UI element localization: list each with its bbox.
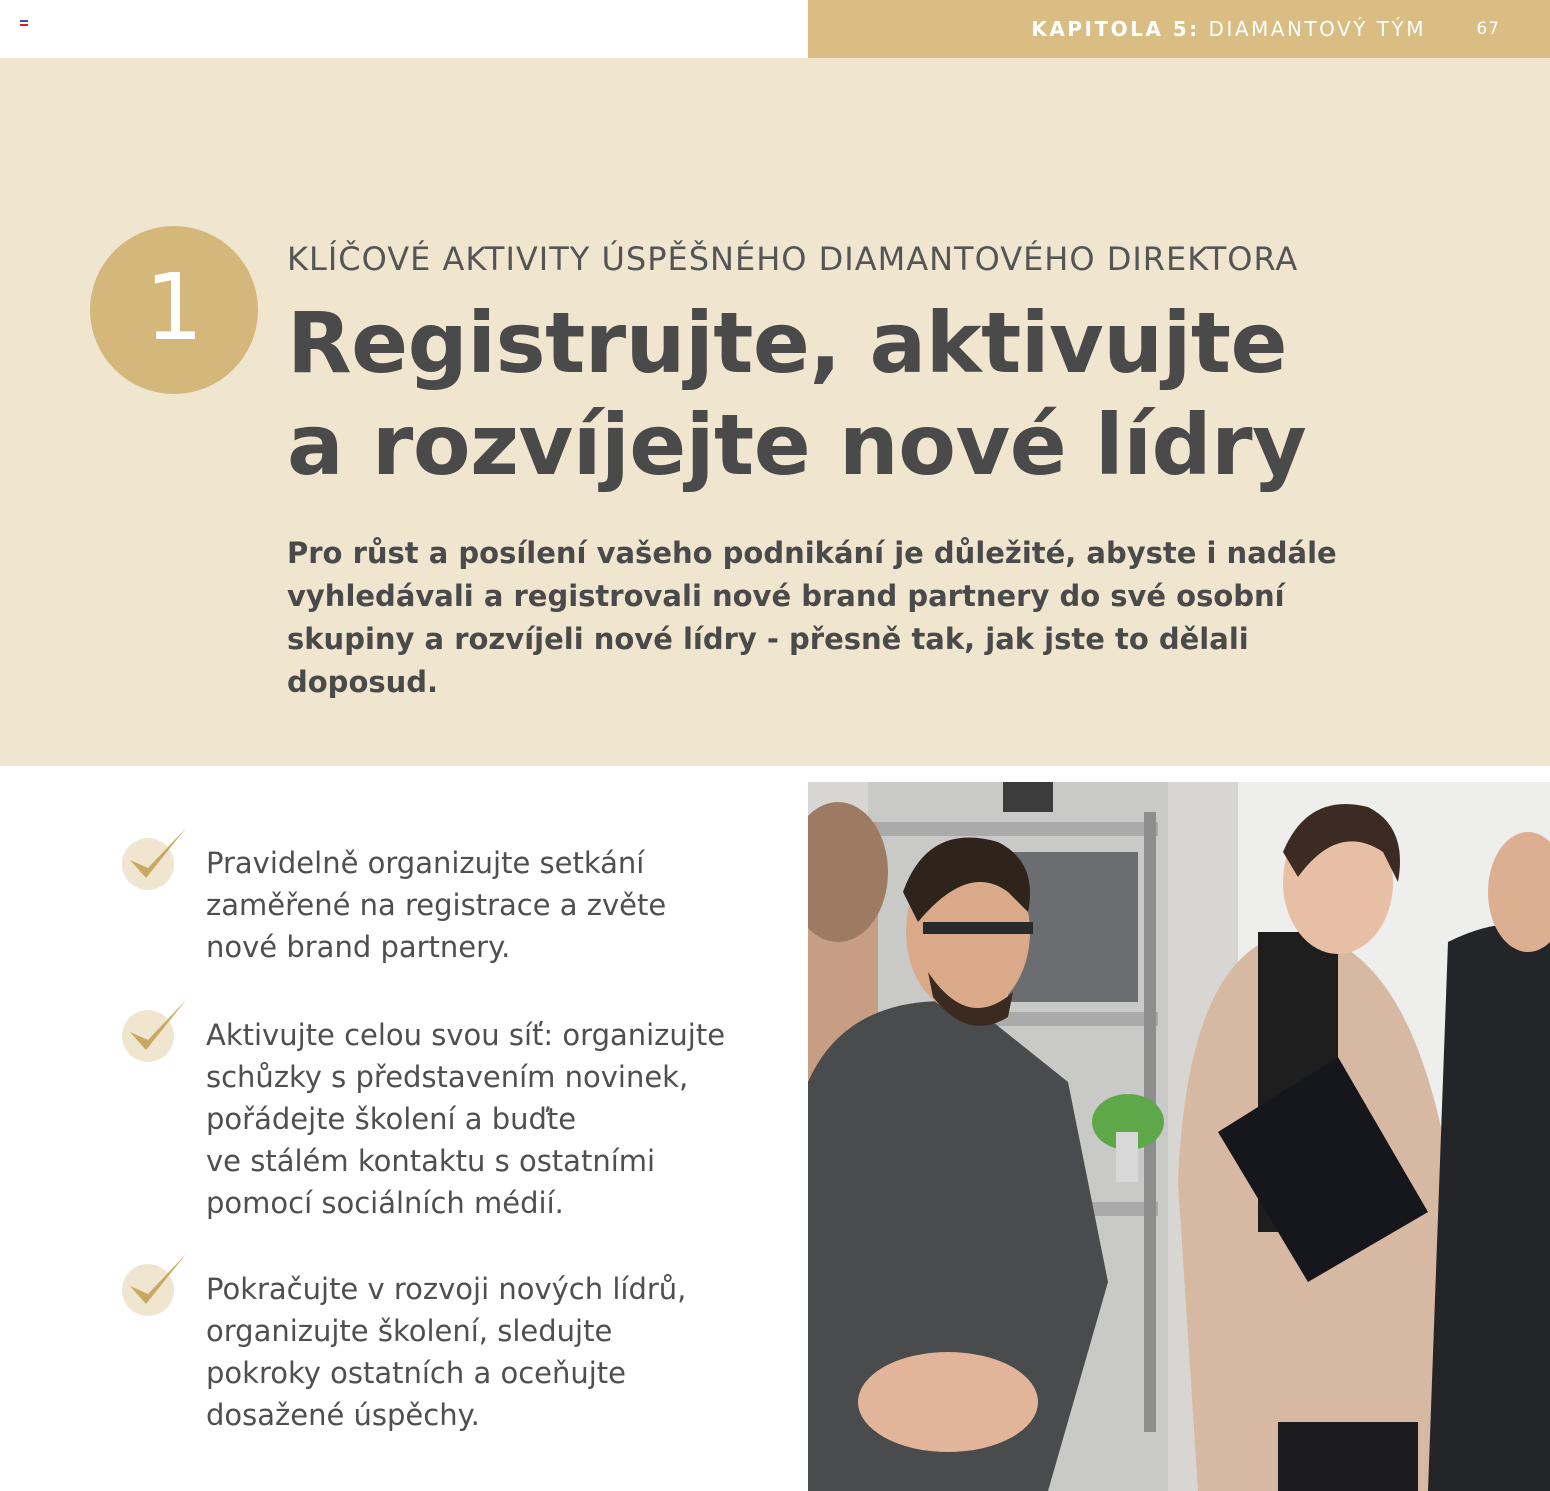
section-kicker: KLÍČOVÉ AKTIVITY ÚSPĚŠNÉHO DIAMANTOVÉHO DIREKTORA [287, 240, 1299, 278]
chapter-header [808, 0, 1550, 58]
checkmark-icon [120, 824, 192, 892]
flag-icon [20, 20, 28, 26]
list-item-text: Pravidelně organizujte setkání zaměřené na registrace a zvěte nové brand partnery. [206, 846, 667, 964]
chapter-name: DIAMANTOVÝ TÝM [1199, 17, 1426, 41]
chapter-label: KAPITOLA 5: [1031, 17, 1200, 41]
team-photo-illustration [808, 782, 1550, 1491]
list-item-text: Aktivujte celou svou síť: organizujte schůzky s představením novinek, pořádejte školení a buďte ve stálém kontaktu s ostatními pomocí sociálních médií. [206, 1018, 726, 1220]
checkmark-icon [120, 996, 192, 1064]
lead-paragraph: Pro růst a posílení vašeho podnikání je důležité, abyste i nadále vyhledávali a registrovali nové brand partnery do své osobní skupiny a rozvíjeli nové lídry - přesně tak, jak jste to dělali doposud. [287, 536, 1337, 699]
checkmark-icon [120, 1250, 192, 1318]
headline-line-2: a rozvíjejte nové lídry [287, 396, 1307, 494]
list-item-text: Pokračujte v rozvoji nových lídrů, organizujte školení, sledujte pokroky ostatních a oceňujte dosažené úspěchy. [206, 1272, 687, 1432]
step-number: 1 [144, 254, 204, 361]
headline-line-1: Registrujte, aktivujte [287, 294, 1287, 392]
page-headline [287, 292, 1387, 496]
step-number-badge [90, 226, 258, 394]
chapter-title [1031, 17, 1426, 41]
page-number: 67 [1476, 19, 1500, 39]
team-photo [808, 782, 1550, 1491]
